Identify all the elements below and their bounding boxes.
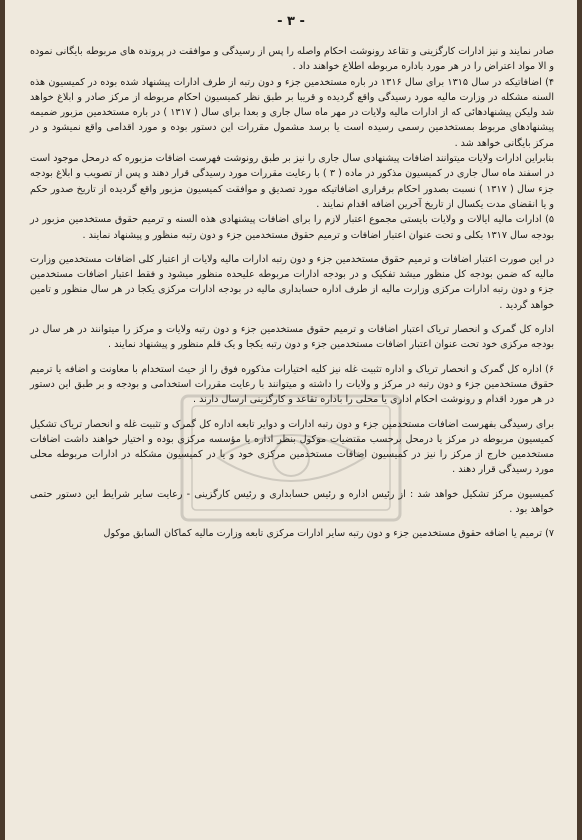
paragraph: ۵) ادارات مالیه ایالات و ولایات بایستی مجموع اعتبار لازم را برای اضافات پیشنهادی هذه السنه و ترمیم حقوق مستخدمین مزبور در بودجه سال ۱۳۱۷ بکلی و تحت عنوان اعتبار اضافات و ترمیم حقوق مستخدمین جزء و دون رتبه منظور و پیشنهاد نمایند .: [30, 214, 554, 241]
paragraph: کمیسیون مرکز تشکیل خواهد شد : از رئیس اداره و رئیس حسابداری و رئیس کارگزینی - رعایت سایر شرایط این دستور حتمی خواهد بود .: [30, 488, 554, 516]
paragraph: برای رسیدگی بفهرست اضافات مستخدمین جزء و دون رتبه ادارات و دوایر تابعه اداره کل گمرک و تثبیت غله و انحصار تریاک تشکیل کمیسیون مربوطه در مرکز یا درمحل برحسب مقتضیات موکول بنظر اداره یا مؤسسه مرکزی بوده و اختیار خواهند داشت اضافات مستخدمین خارج از مرکز را نیز در کمیسیون اضافات مستخدمین مرکزی خود و یا در کمیسیون مشکله در ادارات مربوطه محلی مورد رسیدگی قرار دهند .: [30, 418, 554, 476]
paragraph: ۶) اداره کل گمرک و انحصار تریاک و اداره تثبیت غله نیز کلیه اختیارات مذکوره فوق را از حیث استخدام با معاونت و اضافه یا ترمیم حقوق مستخدمین جزء و دون رتبه در مرکز و ولایات را داشته و میتوانند با رعایت مقررات استخدامی و بودجه و بر طبق این دستور در هر مورد اقدام و رونوشت احکام اداری یا محلی را باداره تقاعد و کارگزینی ارسال دارند .: [30, 363, 554, 406]
document-body: [30, 44, 554, 542]
paragraph: ۷) ترمیم یا اضافه حقوق مستخدمین جزء و دون رتبه سایر ادارات مرکزی تابعه وزارت مالیه کماکان السابق موکول: [103, 528, 554, 540]
scan-edge-left: [0, 0, 5, 840]
paragraph: ۴) اضافاتیکه در سال ۱۳۱۵ برای سال ۱۳۱۶ در باره مستخدمین جزء و دون رتبه از طرف ادارات پیشنهاد شده بوده در کمیسیون هذه السنه مشکله در وزارت مالیه مورد رسیدگی واقع گردیده و قریبا بر طبق نظر کمیسیون احکام مربوطه از مرکز صادر و ابلاغ خواهد شد ولیکن پیشنهادهائی که از ادارات مالیه ولایات در مهر ماه سال جاری و بعدا برای سال ( ۱۳۱۷ ) در باره مستخدمین مزبور ضمیمه پیشنهادهای مربوط بمستخدمین رسمی رسیده است یا برسد مشمول مقررات این دستور بوده و مورد اقدامی واقع نمیشود و در مرکز بایگانی خواهد شد .: [30, 76, 554, 149]
paragraph: اداره کل گمرک و انحصار تریاک اعتبار اضافات و ترمیم حقوق مستخدمین جزء و دون رتبه ولایات و مرکز را میتوانند در هر سال در بودجه مرکزی خود تحت عنوان اعتبار اضافات مستخدمین جزء و دون رتبه یکجا و یک قلم منظور و پیشنهاد نمایند .: [30, 324, 554, 351]
scan-edge-right: [577, 0, 582, 840]
paragraph: در این صورت اعتبار اضافات و ترمیم حقوق مستخدمین جزء و دون رتبه ادارات مالیه ولایات از اعتبار کلی اضافات مستخدمین وزارت مالیه که ضمن بودجه کل منظور میشد تفکیک و در بودجه ادارات مربوطه علیحده منظور میشود و فقط اعتبار اضافات مستخدمین جزء و دون رتبه ادارات مرکزی وزارت مالیه از طرف اداره حسابداری مالیه در بودجه ادارات مرکزی یکجا در هر سال منظور و تامین خواهد گردید .: [30, 253, 554, 311]
paragraph: بنابراین ادارات ولایات میتوانند اضافات پیشنهادی سال جاری را نیز بر طبق رونوشت فهرست اضافات مزبوره که درمحل موجود است در اسفند ماه سال جاری در کمیسیون مذکور در ماده ( ۳ ) با رعایت مقررات مورد رسیدگی قرار دهند و پس از تصویب و ابلاغ بودجه جزء سال ( ۱۳۱۷ ) نسبت بصدور احکام برقراری اضافاتیکه مورد تصدیق و موافقت کمیسیون مزبور واقع گردیده از تاریخ صدور حکم و یا انقضای مدت یکسال از تاریخ آخرین اضافه اقدام نمایند .: [30, 153, 554, 210]
paragraph: صادر نمایند و نیز ادارات کارگزینی و تقاعد رونوشت احکام واصله را پس از رسیدگی و موافقت در پرونده های مربوطه بایگانی نموده و الا مواد اعتراض را در هر مورد باداره مربوطه اطلاع خواهند داد .: [30, 46, 554, 73]
page-number: - ٣ -: [277, 14, 305, 29]
